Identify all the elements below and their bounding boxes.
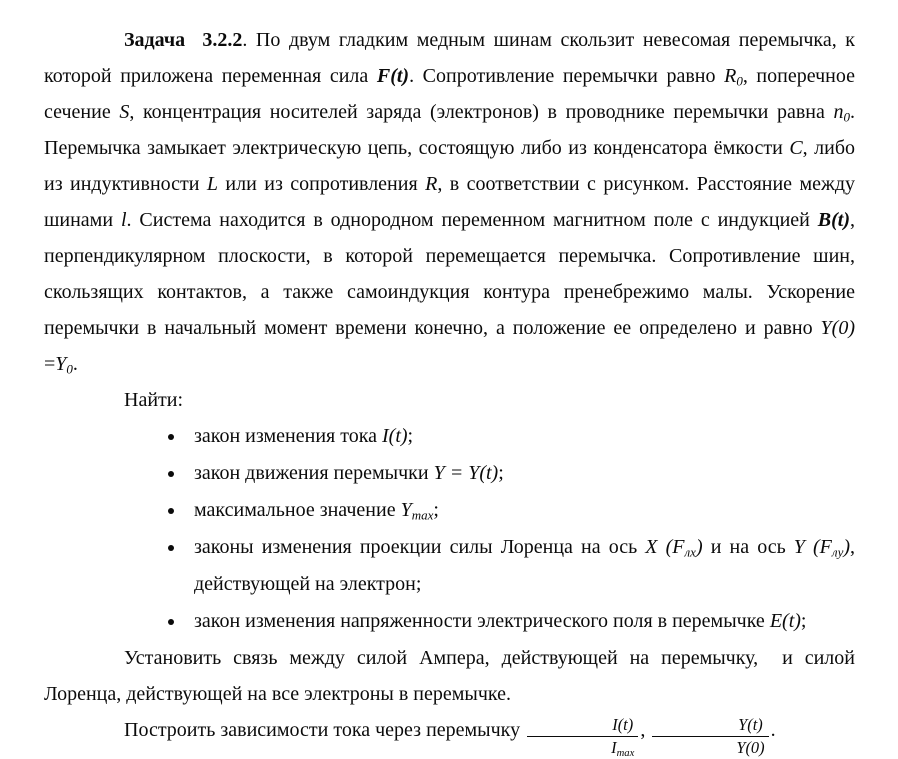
plot-task-paragraph: Построить зависимости тока через перемычку $\frac{I(t)}{Imax}$ , $\frac{Y(t)}{Y(0)}$ . xyxy=(124,714,776,759)
find-label: Найти: xyxy=(124,389,184,411)
list-item: • закон движения перемычки Y = Y(t); xyxy=(186,455,855,492)
tasks-list xyxy=(44,418,855,640)
problem-statement: Задача 3.2.2. По двум гладким медным шинам скользит невесомая перемычка, к которой приложена переменная сила F(t). Сопротивление перемычки равно R0, поперечное сечение S, концентрация носителей заряда (электронов) в проводнике перемычки равна n0. Перемычка замыкает электрическую цепь, состоящую либо из конденсатора ёмкости C, либо из индуктивности L или из сопротивления R, в соответствии с рисунком. Расстояние между шинами l. Система находится в однородном переменном магнитном поле с индукцией B(t), перпендикулярном плоскости, в которой перемещается перемычка. Сопротивление шин, скользящих контактов, а также самоиндукция контура пренебрежимо малы. Ускорение перемычки в начальный момент времени конечно, а положение ее определено и равно Y(0) =Y0. xyxy=(44,29,856,377)
list-item: • максимальное значение Ymax; xyxy=(186,492,855,529)
fraction: $\frac{I(t)}{Imax}$ xyxy=(527,715,638,759)
list-item: • закон изменения тока I(t); xyxy=(186,418,855,455)
list-item: • законы изменения проекции силы Лоренца на ось X (Fлx) и на ось Y (Fлy), действующей на электрон; xyxy=(186,529,855,603)
fraction: $\frac{Y(t)}{Y(0)}$ xyxy=(652,715,768,759)
list-item: • закон изменения напряженности электрического поля в перемычке E(t); xyxy=(186,603,855,640)
ampere-lorentz-paragraph: Установить связь между силой Ампера, действующей на перемычку, и силой Лоренца, действующей на все электроны в перемычке. xyxy=(44,647,855,705)
